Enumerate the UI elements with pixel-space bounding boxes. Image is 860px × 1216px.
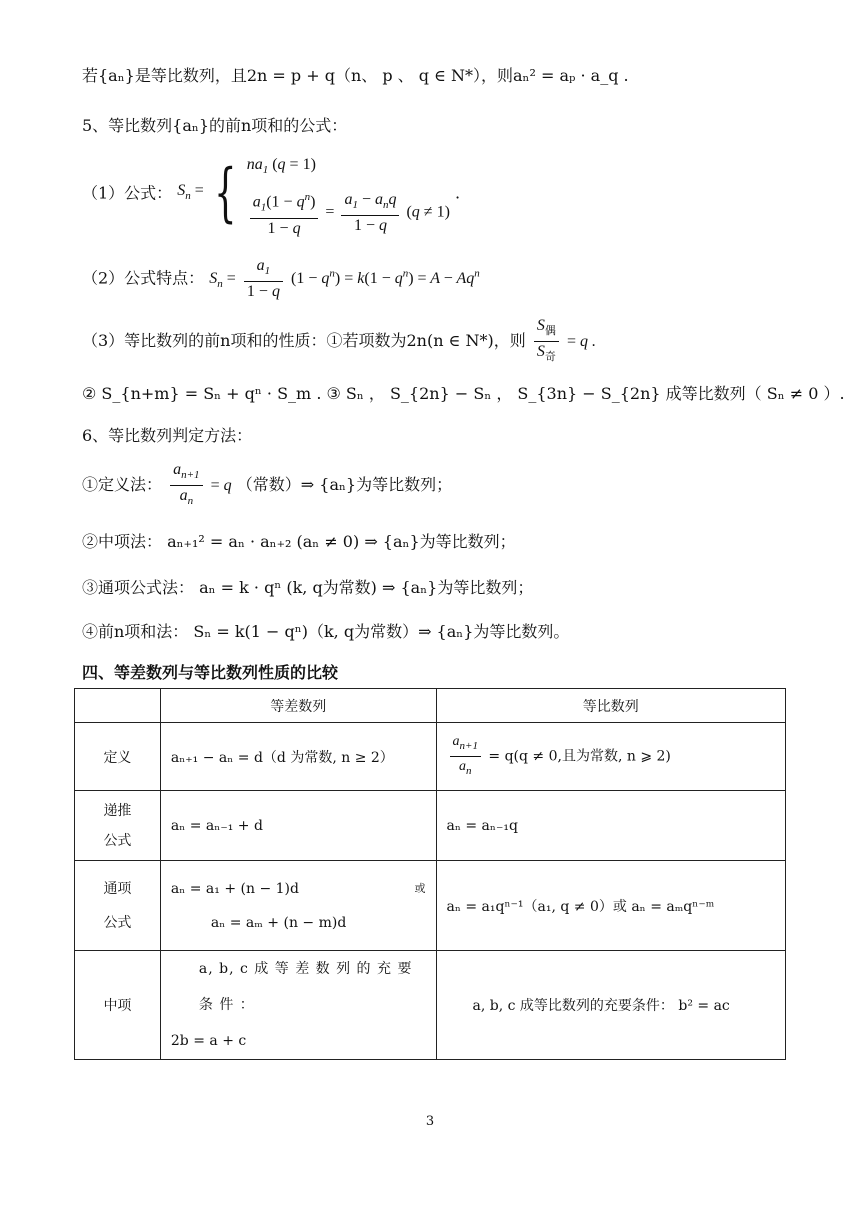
comparison-table — [74, 688, 786, 1060]
empty-header-cell — [75, 689, 161, 723]
method-definition-line: ①定义法： $\frac{a_{n+1}}{a_n}$ = q （常数）⇒ {aₙ}为等比数列； — [82, 461, 453, 508]
gen-arith-text-1: aₙ = a₁ + (n − 1)d — [170, 880, 299, 897]
formula-1-label: （1）公式： — [82, 183, 173, 203]
rec-arith-cell — [160, 791, 436, 861]
def-geom-text: = q(q ≠ 0,且为常数, n ⩾ 2) — [488, 748, 671, 765]
def-arith-cell — [160, 723, 436, 791]
cases-block: $na_1$ (q = 1) $\frac{a_1(1 - q^n)}{1 - q}$ = $\frac{a_1 - a_nq}{1 - q}$ (q ≠ 1) — [246, 156, 450, 237]
comparison-heading: 四、等差数列与等比数列性质的比较 — [82, 663, 339, 682]
row-label-middle-term: 中项 — [75, 951, 161, 1060]
table-header-row — [75, 689, 786, 723]
formula-3-label: （3）等比数列的前n项和的性质：①若项数为2n(n ∈ N*)，则 — [82, 331, 526, 351]
table-row — [75, 951, 786, 1060]
gen-label-2: 公式 — [103, 914, 132, 931]
geom-column-header: 等比数列 — [436, 689, 785, 723]
rec-arith-text: aₙ = aₙ₋₁ + d — [170, 817, 263, 834]
mid-arith-cell — [160, 951, 436, 1060]
property-text: 若{aₙ}是等比数列，且2n = p + q（n、 p 、 q ∈ N*），则aₙ² = aₚ · a_q . — [82, 66, 629, 85]
def-geom-cell — [436, 723, 785, 791]
method-sum-line — [82, 620, 569, 644]
mid-geom-text: a, b, c 成等比数列的充要条件： b² = ac — [472, 998, 730, 1014]
arith-column-header: 等差数列 — [160, 689, 436, 723]
section-5-text: 5、等比数列{aₙ}的前n项和的公式： — [82, 116, 348, 135]
method-1-text: （常数）⇒ {aₙ}为等比数列； — [236, 475, 453, 495]
method-3-text: ③通项公式法： aₙ = k · qⁿ (k, q为常数) ⇒ {aₙ}为等比数列； — [82, 578, 534, 597]
method-general-term-line — [82, 576, 533, 600]
method-middle-line — [82, 530, 516, 554]
sum-formula-line: （1）公式： $S_n$ = { $na_1$ (q = 1) $\frac{a_1(1 - q^n)}{1 - q}$ = $\frac{a_1 - a_nq}{1 - q}$ (q ≠ 1) . — [82, 148, 460, 239]
formula-feature-line: （2）公式特点： $S_n$ = $\frac{a_1}{1 - q}$ $(1 - q^n) = k(1 - q^n) = A - Aq^n$ — [82, 256, 480, 300]
method-2-text: ②中项法： aₙ₊₁² = aₙ · aₙ₊₂ (aₙ ≠ 0) ⇒ {aₙ}为等比数列； — [82, 532, 516, 551]
ratio-fraction: $\frac{a_{n+1}}{a_n}$ — [450, 732, 481, 781]
sum-property-line: （3）等比数列的前n项和的性质：①若项数为2n(n ∈ N*)，则 $\frac{S_偶}{S_奇}$ = q . — [82, 317, 596, 364]
rec-geom-text: aₙ = aₙ₋₁q — [446, 817, 518, 834]
table-row — [75, 791, 786, 861]
mid-arith-text-1: a, b, c 成 等 差 数 列 的 充 要 条 件 ： — [198, 961, 413, 1013]
method-1-label: ①定义法： — [82, 475, 163, 495]
rec-label-1: 递推 — [103, 802, 132, 819]
table-row — [75, 723, 786, 791]
gen-arith-cell — [160, 861, 436, 951]
formula-2-label: （2）公式特点： — [82, 268, 205, 288]
rec-label-2: 公式 — [103, 832, 132, 849]
section-5-heading — [82, 114, 347, 138]
row-label-recurrence — [75, 791, 161, 861]
gen-arith-text-2: aₙ = aₘ + (n − m)d — [210, 914, 347, 931]
table-row — [75, 861, 786, 951]
cases-brace: { — [214, 156, 237, 231]
gen-geom-cell — [436, 861, 785, 951]
page-number: 3 — [425, 1114, 435, 1129]
gen-label-1: 通项 — [103, 880, 132, 897]
row-label-definition: 定义 — [75, 723, 161, 791]
geometric-property-line — [82, 64, 629, 88]
section-6-text: 6、等比数列判定方法： — [82, 426, 253, 445]
property-2-text: ② S_{n+m} = Sₙ + qⁿ · S_m . ③ Sₙ ， S_{2n} − Sₙ ， S_{3n} − S_{2n} 成等比数列（ Sₙ ≠ 0 ）. — [82, 384, 845, 403]
mid-geom-cell — [436, 951, 785, 1060]
method-4-text: ④前n项和法： Sₙ = k(1 − qⁿ)（k, q为常数）⇒ {aₙ}为等比数列。 — [82, 622, 570, 641]
def-arith-text: aₙ₊₁ − aₙ = d（d 为常数, n ≥ 2） — [170, 749, 394, 766]
gen-geom-text: aₙ = a₁qⁿ⁻¹（a₁, q ≠ 0）或 aₙ = aₘqⁿ⁻ᵐ — [446, 898, 715, 915]
row-label-general-term — [75, 861, 161, 951]
sum-property-2-line — [82, 382, 845, 406]
section-6-heading — [82, 424, 252, 448]
gen-arith-or: 或 — [414, 881, 426, 895]
mid-arith-text-2: 2b = a + c — [170, 1033, 247, 1049]
rec-geom-cell — [436, 791, 785, 861]
